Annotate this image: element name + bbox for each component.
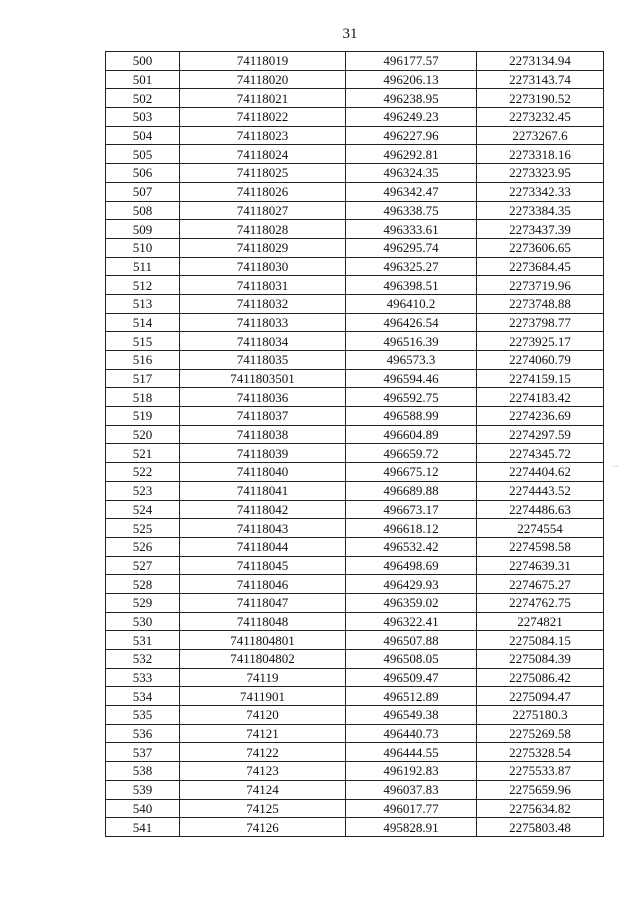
x-coordinate-cell: 496588.99 (346, 407, 477, 426)
y-coordinate-cell: 2275659.96 (477, 780, 604, 799)
table-row (106, 145, 604, 164)
row-number-cell: 519 (106, 407, 180, 426)
table-row (106, 89, 604, 108)
point-id-cell: 74118021 (180, 89, 346, 108)
table-row (106, 724, 604, 743)
point-id-cell: 74118037 (180, 407, 346, 426)
point-id-cell: 74125 (180, 799, 346, 818)
x-coordinate-cell: 496498.69 (346, 556, 477, 575)
row-number-cell: 507 (106, 182, 180, 201)
row-number-cell: 527 (106, 556, 180, 575)
table-row (106, 52, 604, 71)
table-row (106, 799, 604, 818)
row-number-cell: 526 (106, 537, 180, 556)
x-coordinate-cell: 496508.05 (346, 650, 477, 669)
row-number-cell: 511 (106, 257, 180, 276)
table-row (106, 70, 604, 89)
point-id-cell: 74118034 (180, 332, 346, 351)
point-id-cell: 74118030 (180, 257, 346, 276)
y-coordinate-cell: 2275803.48 (477, 818, 604, 837)
row-number-cell: 516 (106, 351, 180, 370)
row-number-cell: 521 (106, 444, 180, 463)
table-row (106, 388, 604, 407)
x-coordinate-cell: 496206.13 (346, 70, 477, 89)
table-row (106, 108, 604, 127)
y-coordinate-cell: 2273798.77 (477, 313, 604, 332)
y-coordinate-cell: 2274297.59 (477, 425, 604, 444)
x-coordinate-cell: 496338.75 (346, 201, 477, 220)
table-row (106, 481, 604, 500)
point-id-cell: 74124 (180, 780, 346, 799)
x-coordinate-cell: 496017.77 (346, 799, 477, 818)
table-row (106, 332, 604, 351)
x-coordinate-cell: 496292.81 (346, 145, 477, 164)
y-coordinate-cell: 2274159.15 (477, 369, 604, 388)
y-coordinate-cell: 2275086.42 (477, 668, 604, 687)
y-coordinate-cell: 2275084.39 (477, 650, 604, 669)
x-coordinate-cell: 496177.57 (346, 52, 477, 71)
x-coordinate-cell: 496322.41 (346, 612, 477, 631)
row-number-cell: 504 (106, 126, 180, 145)
y-coordinate-cell: 2273190.52 (477, 89, 604, 108)
y-coordinate-cell: 2275094.47 (477, 687, 604, 706)
x-coordinate-cell: 496325.27 (346, 257, 477, 276)
point-id-cell: 74118035 (180, 351, 346, 370)
row-number-cell: 515 (106, 332, 180, 351)
row-number-cell: 541 (106, 818, 180, 837)
row-number-cell: 531 (106, 631, 180, 650)
y-coordinate-cell: 2273267.6 (477, 126, 604, 145)
row-number-cell: 500 (106, 52, 180, 71)
row-number-cell: 540 (106, 799, 180, 818)
table-row (106, 126, 604, 145)
point-id-cell: 74118043 (180, 519, 346, 538)
x-coordinate-cell: 496594.46 (346, 369, 477, 388)
row-number-cell: 539 (106, 780, 180, 799)
x-coordinate-cell: 496507.88 (346, 631, 477, 650)
table-row (106, 313, 604, 332)
y-coordinate-cell: 2275533.87 (477, 762, 604, 781)
point-id-cell: 74126 (180, 818, 346, 837)
table-row (106, 407, 604, 426)
x-coordinate-cell: 496689.88 (346, 481, 477, 500)
point-id-cell: 74118024 (180, 145, 346, 164)
y-coordinate-cell: 2274236.69 (477, 407, 604, 426)
table-row (106, 612, 604, 631)
point-id-cell: 74118020 (180, 70, 346, 89)
table-row (106, 556, 604, 575)
table-row (106, 351, 604, 370)
table-row (106, 369, 604, 388)
row-number-cell: 509 (106, 220, 180, 239)
point-id-cell: 74118039 (180, 444, 346, 463)
row-number-cell: 523 (106, 481, 180, 500)
x-coordinate-cell: 496444.55 (346, 743, 477, 762)
scan-speck: ·· (613, 462, 619, 471)
x-coordinate-cell: 496429.93 (346, 575, 477, 594)
row-number-cell: 503 (106, 108, 180, 127)
point-id-cell: 7411901 (180, 687, 346, 706)
x-coordinate-cell: 496549.38 (346, 706, 477, 725)
x-coordinate-cell: 496675.12 (346, 463, 477, 482)
table-row (106, 463, 604, 482)
table-row (106, 631, 604, 650)
table-row (106, 444, 604, 463)
row-number-cell: 532 (106, 650, 180, 669)
point-id-cell: 74118031 (180, 276, 346, 295)
point-id-cell: 74118048 (180, 612, 346, 631)
point-id-cell: 7411804801 (180, 631, 346, 650)
point-id-cell: 74123 (180, 762, 346, 781)
x-coordinate-cell: 496604.89 (346, 425, 477, 444)
y-coordinate-cell: 2274404.62 (477, 463, 604, 482)
x-coordinate-cell: 496249.23 (346, 108, 477, 127)
row-number-cell: 536 (106, 724, 180, 743)
y-coordinate-cell: 2274183.42 (477, 388, 604, 407)
row-number-cell: 513 (106, 294, 180, 313)
row-number-cell: 506 (106, 164, 180, 183)
point-id-cell: 74118033 (180, 313, 346, 332)
point-id-cell: 74118040 (180, 463, 346, 482)
row-number-cell: 534 (106, 687, 180, 706)
table-row (106, 818, 604, 837)
y-coordinate-cell: 2275328.54 (477, 743, 604, 762)
x-coordinate-cell: 496295.74 (346, 238, 477, 257)
y-coordinate-cell: 2274821 (477, 612, 604, 631)
y-coordinate-cell: 2273719.96 (477, 276, 604, 295)
point-id-cell: 7411804802 (180, 650, 346, 669)
y-coordinate-cell: 2273232.45 (477, 108, 604, 127)
x-coordinate-cell: 496573.3 (346, 351, 477, 370)
point-id-cell: 74118019 (180, 52, 346, 71)
table-body (106, 52, 604, 837)
y-coordinate-cell: 2273318.16 (477, 145, 604, 164)
x-coordinate-cell: 496532.42 (346, 537, 477, 556)
table-row (106, 593, 604, 612)
point-id-cell: 74118047 (180, 593, 346, 612)
y-coordinate-cell: 2273748.88 (477, 294, 604, 313)
x-coordinate-cell: 496359.02 (346, 593, 477, 612)
table-row (106, 500, 604, 519)
x-coordinate-cell: 496238.95 (346, 89, 477, 108)
y-coordinate-cell: 2275269.58 (477, 724, 604, 743)
y-coordinate-cell: 2275084.15 (477, 631, 604, 650)
table-row (106, 743, 604, 762)
x-coordinate-cell: 496592.75 (346, 388, 477, 407)
table-row (106, 276, 604, 295)
row-number-cell: 518 (106, 388, 180, 407)
point-id-cell: 74118029 (180, 238, 346, 257)
row-number-cell: 524 (106, 500, 180, 519)
x-coordinate-cell: 496618.12 (346, 519, 477, 538)
x-coordinate-cell: 496333.61 (346, 220, 477, 239)
row-number-cell: 538 (106, 762, 180, 781)
point-id-cell: 74121 (180, 724, 346, 743)
table-row (106, 182, 604, 201)
page-number: 31 (342, 26, 358, 42)
point-id-cell: 74122 (180, 743, 346, 762)
y-coordinate-cell: 2273342.33 (477, 182, 604, 201)
row-number-cell: 528 (106, 575, 180, 594)
x-coordinate-cell: 496440.73 (346, 724, 477, 743)
y-coordinate-cell: 2275180.3 (477, 706, 604, 725)
x-coordinate-cell: 495828.91 (346, 818, 477, 837)
x-coordinate-cell: 496509.47 (346, 668, 477, 687)
x-coordinate-cell: 496516.39 (346, 332, 477, 351)
y-coordinate-cell: 2274486.63 (477, 500, 604, 519)
row-number-cell: 535 (106, 706, 180, 725)
x-coordinate-cell: 496037.83 (346, 780, 477, 799)
point-id-cell: 74118036 (180, 388, 346, 407)
y-coordinate-cell: 2273384.35 (477, 201, 604, 220)
row-number-cell: 533 (106, 668, 180, 687)
row-number-cell: 530 (106, 612, 180, 631)
y-coordinate-cell: 2275634.82 (477, 799, 604, 818)
row-number-cell: 501 (106, 70, 180, 89)
point-id-cell: 74118042 (180, 500, 346, 519)
table-row (106, 706, 604, 725)
table-row (106, 668, 604, 687)
table-row (106, 294, 604, 313)
table-row (106, 687, 604, 706)
y-coordinate-cell: 2273143.74 (477, 70, 604, 89)
table-row (106, 201, 604, 220)
point-id-cell: 74118027 (180, 201, 346, 220)
y-coordinate-cell: 2273134.94 (477, 52, 604, 71)
row-number-cell: 502 (106, 89, 180, 108)
point-id-cell: 74118044 (180, 537, 346, 556)
point-id-cell: 74118025 (180, 164, 346, 183)
point-id-cell: 74118023 (180, 126, 346, 145)
point-id-cell: 74120 (180, 706, 346, 725)
table-row (106, 537, 604, 556)
y-coordinate-cell: 2273684.45 (477, 257, 604, 276)
row-number-cell: 537 (106, 743, 180, 762)
y-coordinate-cell: 2274060.79 (477, 351, 604, 370)
point-id-cell: 74118026 (180, 182, 346, 201)
x-coordinate-cell: 496192.83 (346, 762, 477, 781)
point-id-cell: 74118041 (180, 481, 346, 500)
point-id-cell: 74118046 (180, 575, 346, 594)
x-coordinate-cell: 496410.2 (346, 294, 477, 313)
table-row (106, 425, 604, 444)
point-id-cell: 74118022 (180, 108, 346, 127)
table-row (106, 519, 604, 538)
y-coordinate-cell: 2273606.65 (477, 238, 604, 257)
row-number-cell: 520 (106, 425, 180, 444)
row-number-cell: 512 (106, 276, 180, 295)
y-coordinate-cell: 2274639.31 (477, 556, 604, 575)
row-number-cell: 522 (106, 463, 180, 482)
y-coordinate-cell: 2274762.75 (477, 593, 604, 612)
table-row (106, 164, 604, 183)
table-row (106, 575, 604, 594)
x-coordinate-cell: 496659.72 (346, 444, 477, 463)
x-coordinate-cell: 496324.35 (346, 164, 477, 183)
point-id-cell: 74119 (180, 668, 346, 687)
y-coordinate-cell: 2274345.72 (477, 444, 604, 463)
point-id-cell: 74118032 (180, 294, 346, 313)
y-coordinate-cell: 2274443.52 (477, 481, 604, 500)
table-row (106, 238, 604, 257)
row-number-cell: 517 (106, 369, 180, 388)
row-number-cell: 529 (106, 593, 180, 612)
table-row (106, 780, 604, 799)
point-id-cell: 74118038 (180, 425, 346, 444)
point-id-cell: 74118045 (180, 556, 346, 575)
point-id-cell: 7411803501 (180, 369, 346, 388)
table-row (106, 650, 604, 669)
table-row (106, 762, 604, 781)
table-row (106, 257, 604, 276)
point-id-cell: 74118028 (180, 220, 346, 239)
row-number-cell: 508 (106, 201, 180, 220)
row-number-cell: 514 (106, 313, 180, 332)
x-coordinate-cell: 496227.96 (346, 126, 477, 145)
x-coordinate-cell: 496673.17 (346, 500, 477, 519)
x-coordinate-cell: 496426.54 (346, 313, 477, 332)
table-row (106, 220, 604, 239)
y-coordinate-cell: 2273925.17 (477, 332, 604, 351)
y-coordinate-cell: 2273437.39 (477, 220, 604, 239)
y-coordinate-cell: 2274598.58 (477, 537, 604, 556)
row-number-cell: 525 (106, 519, 180, 538)
x-coordinate-cell: 496398.51 (346, 276, 477, 295)
x-coordinate-cell: 496512.89 (346, 687, 477, 706)
y-coordinate-cell: 2274675.27 (477, 575, 604, 594)
y-coordinate-cell: 2273323.95 (477, 164, 604, 183)
x-coordinate-cell: 496342.47 (346, 182, 477, 201)
row-number-cell: 505 (106, 145, 180, 164)
y-coordinate-cell: 2274554 (477, 519, 604, 538)
row-number-cell: 510 (106, 238, 180, 257)
coordinates-table (105, 51, 604, 837)
